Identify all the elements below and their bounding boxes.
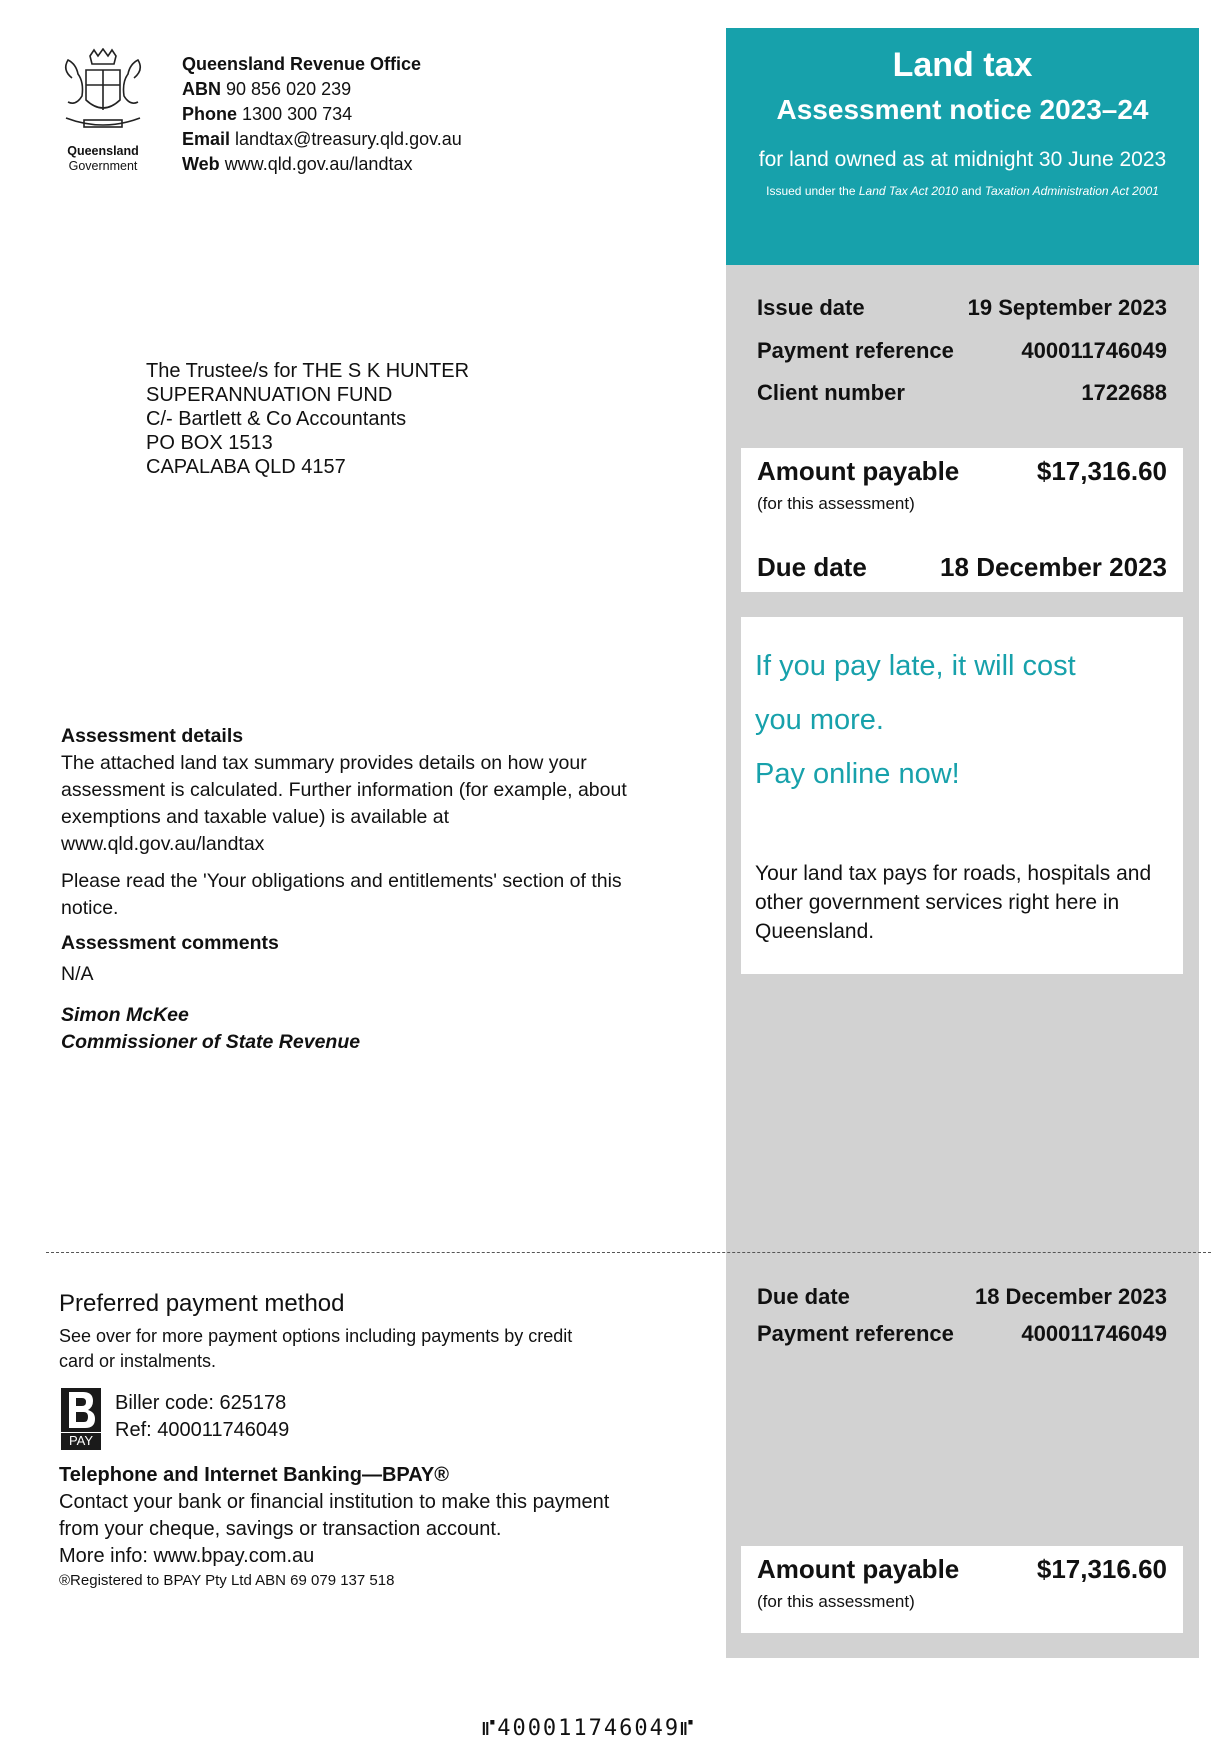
- client-number-label: Client number: [757, 380, 905, 405]
- web-link[interactable]: www.qld.gov.au/landtax: [224, 154, 413, 174]
- slip-amount-value: $17,316.60: [1036, 1554, 1167, 1584]
- issue-date-label: Issue date: [757, 295, 865, 320]
- address-line: SUPERANNUATION FUND: [146, 384, 393, 406]
- slip-due-date-value: 18 December 2023: [974, 1284, 1167, 1309]
- crest-icon: [54, 48, 152, 144]
- assessment-details-body: The attached land tax summary provides details on how your assessment is calculated. Further information (for example, about exemptions and taxable value) is available at www.qld.gov.au/landtax: [61, 752, 627, 855]
- slip-payment-reference-value: 400011746049: [1021, 1321, 1167, 1346]
- bpay-info: [59, 1462, 619, 1592]
- slip-due-date-label: Due date: [757, 1284, 850, 1309]
- late-warning-line1: If you pay late, it will cost: [755, 650, 1076, 682]
- bpay-body: Contact your bank or financial institution to make this payment from your cheque, savings or transaction account.: [59, 1491, 610, 1540]
- assessment-comments-value: N/A: [61, 963, 94, 985]
- amount-note: (for this assessment): [757, 494, 915, 513]
- promo-body: Your land tax pays for roads, hospitals and other government services right here in Queensland.: [755, 862, 1152, 943]
- abn-line: ABN 90 856 020 239: [182, 79, 352, 99]
- obligations-note: Please read the 'Your obligations and entitlements' section of this notice.: [61, 870, 622, 919]
- due-date-value: 18 December 2023: [940, 552, 1167, 582]
- amount-payable-label: Amount payable: [757, 456, 960, 486]
- payment-reference-value: 400011746049: [1021, 338, 1167, 363]
- client-number-value: 1722688: [1081, 380, 1167, 405]
- slip-due-date-row: [757, 1284, 1167, 1310]
- slip-payment-reference-label: Payment reference: [757, 1321, 954, 1346]
- logo-line1: Queensland: [67, 144, 139, 158]
- assessment-comments-heading: Assessment comments: [61, 932, 279, 954]
- agency-contact-block: [182, 52, 462, 177]
- recipient-address: [146, 359, 469, 479]
- notice-subtitle: Assessment notice 2023–24: [776, 94, 1149, 125]
- bpay-registered: ®Registered to BPAY Pty Ltd ABN 69 079 137 518: [59, 1572, 395, 1589]
- bpay-heading: Telephone and Internet Banking—BPAY®: [59, 1464, 449, 1486]
- bpay-more-info[interactable]: More info: www.bpay.com.au: [59, 1545, 315, 1567]
- assessment-details-heading: Assessment details: [61, 725, 244, 747]
- bpay-codes: [115, 1390, 289, 1444]
- payment-reference-row: [757, 338, 1167, 364]
- slip-amount-note: (for this assessment): [757, 1592, 915, 1611]
- address-line: PO BOX 1513: [146, 432, 273, 454]
- preferred-payment-heading: Preferred payment method: [59, 1290, 345, 1317]
- agency-name: Queensland Revenue Office: [182, 54, 422, 74]
- issue-date-row: [757, 295, 1167, 321]
- land-owned-date: for land owned as at midnight 30 June 2023: [758, 148, 1167, 171]
- issued-under: Issued under the Land Tax Act 2010 and Taxation Administration Act 2001: [766, 184, 1159, 198]
- phone-line: Phone 1300 300 734: [182, 104, 353, 124]
- email-line: Email landtax@treasury.qld.gov.au: [182, 129, 462, 149]
- client-number-row: [757, 380, 1167, 406]
- tear-off-line: [46, 1252, 1211, 1253]
- web-line: Web www.qld.gov.au/landtax: [182, 154, 413, 174]
- queensland-government-logo: [54, 48, 152, 180]
- slip-amount-box: [741, 1546, 1183, 1633]
- address-line: CAPALABA QLD 4157: [146, 456, 346, 478]
- amount-payable-value: $17,316.60: [1036, 456, 1167, 486]
- address-line: C/- Bartlett & Co Accountants: [146, 408, 407, 430]
- issue-date-value: 19 September 2023: [967, 295, 1167, 320]
- slip-payment-reference-row: [757, 1321, 1167, 1347]
- email-link[interactable]: landtax@treasury.qld.gov.au: [235, 129, 462, 149]
- bpay-pay-label: PAY: [61, 1432, 101, 1448]
- amount-payable-box: [741, 448, 1183, 592]
- signatory-name: Simon McKee: [61, 1004, 189, 1026]
- signatory-title: Commissioner of State Revenue: [61, 1031, 361, 1053]
- slip-amount-label: Amount payable: [757, 1554, 960, 1584]
- address-line: The Trustee/s for THE S K HUNTER: [146, 360, 470, 382]
- bpay-ref: Ref: 400011746049: [115, 1419, 290, 1441]
- due-date-label: Due date: [757, 552, 867, 582]
- assessment-details: [61, 723, 661, 1056]
- micr-code-line: ⑈400011746049⑈: [482, 1716, 696, 1741]
- pay-online-prompt: Pay online now!: [755, 758, 960, 790]
- title-panel: [726, 28, 1199, 265]
- biller-code: Biller code: 625178: [115, 1392, 287, 1414]
- pay-online-box: [741, 617, 1183, 974]
- notice-title: Land tax: [892, 46, 1033, 84]
- payment-reference-label: Payment reference: [757, 338, 954, 363]
- bpay-logo: [61, 1388, 101, 1450]
- bpay-b-icon: [61, 1388, 101, 1432]
- preferred-payment-note: See over for more payment options including payments by credit card or instalments.: [59, 1326, 573, 1371]
- late-warning-line2: you more.: [755, 704, 884, 736]
- logo-line2: Government: [68, 159, 138, 173]
